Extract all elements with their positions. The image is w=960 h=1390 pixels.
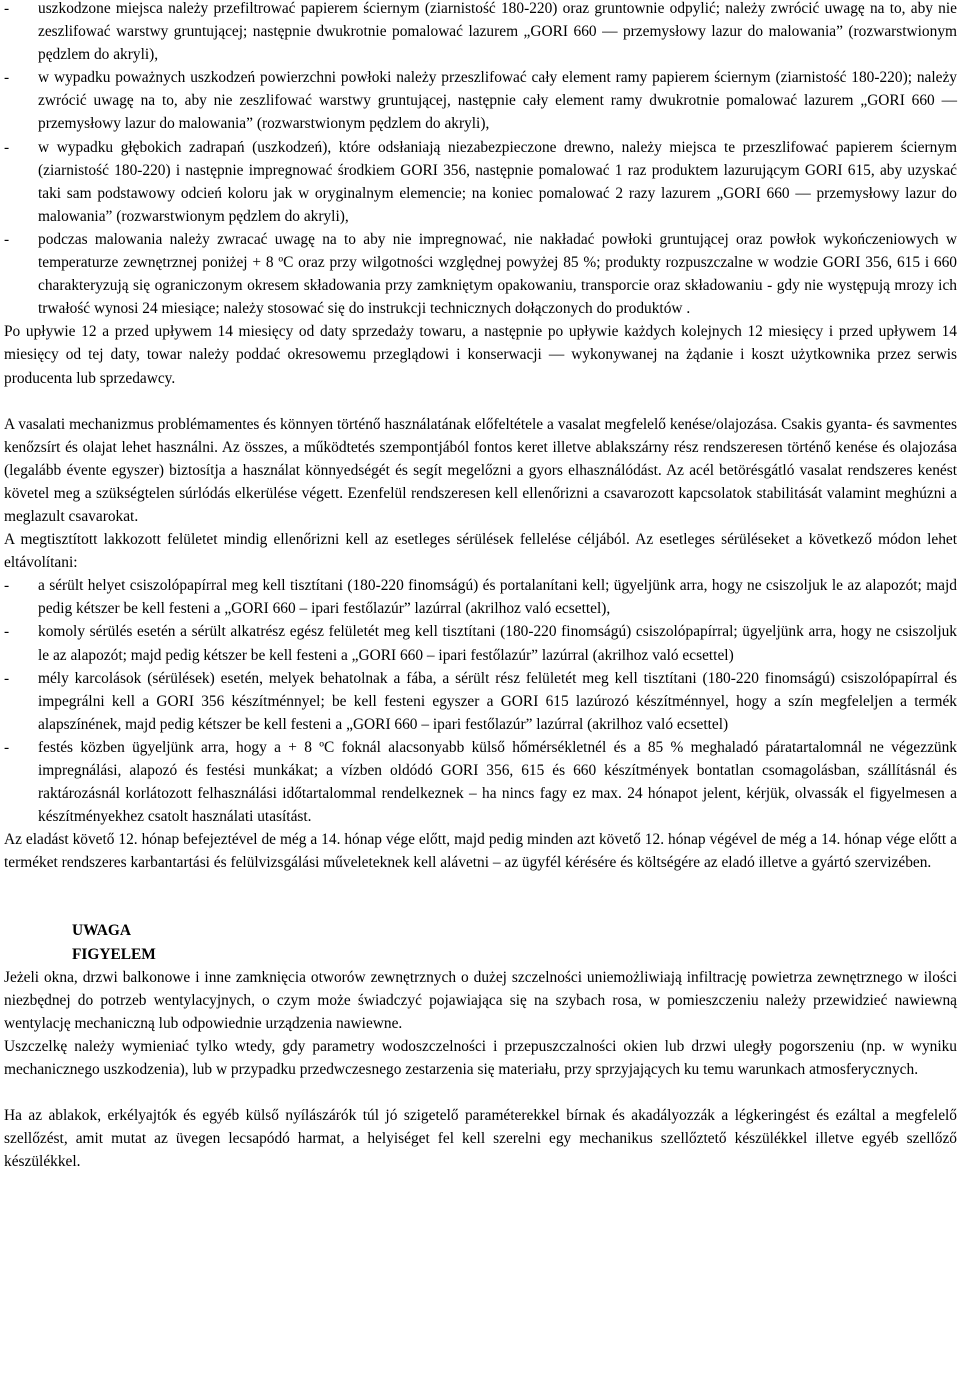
hungarian-repair-list [4,574,957,828]
list-item: - komoly sérülés esetén a sérült alkatrész egész felületét meg kell tisztítani (180-220 finomságú) csiszolópapírral; ügyeljünk arra, hogy ne csiszoljuk le az alapozót; majd pedig kétszer be kell festeni a „GORI 660 – ipari festőlazúr” lazúrral (akrilhoz való ecsettel) [4,623,957,664]
uwaga-paragraph-2: Uszczelkę należy wymieniać tylko wtedy, gdy parametry wodoszczelności i przepuszczalności okien lub drzwi uległy pogorszeniu (np. w wyniku mechanicznego uszkodzenia), lub w przypadku przedwczesnego zestarzenia się materiału, przy sprzyjających ku temu warunkach atmosferycznych. [4,1037,957,1079]
polish-repair-list [4,0,957,320]
list-item: - festés közben ügyeljünk arra, hogy a + 8 ºC foknál alacsonyabb külső hőmérsékletnél és a 85 % meghaladó páratartalomnál ne végezzünk impregnálási, alapozó és festési munkákat; a vízben oldódó GORI 356, 615 és 660 készítmények bontatlan csomagolásban, szállításnál és raktározásnál korlátozott felhasználási időtartalommal rendelkeznek – ha nincs fagy ez max. 24 hónapot jelent, kérjük, olvassák el figyelmesen a készítményekhez csatolt használati utasítást. [4,738,957,826]
hungarian-intro-paragraph-2: A megtisztított lakkozott felületet mindig ellenőrizni kell az esetleges sérülések fellelése céljából. Az esetleges sérüléseket a következő módon lehet eltávolítani: [4,531,957,572]
list-item: - mély karcolások (sérülések) esetén, melyek behatolnak a fába, a sérült rész felületét meg kell tisztítani (180-220 finomságú) csiszolópapírral és impegrálni kell a GORI 356 készítménnyel; be kell festeni egyszer a GORI 615 lazúrozó készítménnyel, hogy a szín megfeleljen a termék alapszínének, majd pedig kétszer be kell festeni a „GORI 660 – ipari festőlazúr” lazúrral (akrilhoz való ecsettel) [4,669,957,733]
heading-uwaga: UWAGA [72,922,131,940]
heading-figyelem: FIGYELEM [72,945,156,963]
hungarian-warranty-paragraph: Az eladást követő 12. hónap befejeztével de még a 14. hónap vége előtt, majd pedig minden azt követő 12. hónap végével de még a 14. hónap vége előtt a terméket rendszeres karbantartási és felülvizsgálási műveleteknek kell alávetni – az ügyfél kérésére és költségére az eladó illetve a gyártó szervizében. [4,831,957,872]
list-item: - w wypadku głębokich zadrapań (uszkodzeń), które odsłaniają niezabezpieczone drewno, należy miejsca te przeszlifować papierem ściernym (ziarnistość 180-220) i następnie impregnować środkiem GORI 356, następnie pomalować 1 raz produktem lazurującym GORI 615, aby uzyskać taki sam podstawowy odcień koloru jak w oryginalnym elemencie; na koniec pomalować 2 razy lazurem „GORI 660 — przemysłowy lazur do malowania” (rozwarstwionym pędzlem do akryli), [4,138,957,225]
polish-warranty-paragraph: Po upływie 12 a przed upływem 14 miesięcy od daty sprzedaży towaru, a następnie po upływie każdych kolejnych 12 miesięcy i przed upływem 14 miesięcy od tej daty, towar należy poddać okresowemu przeglądowi i konserwacji — wykonywanej na żądanie i koszt użytkownika przez serwis producenta lub sprzedawcy. [4,323,957,387]
list-item: - a sérült helyet csiszolópapírral meg kell tisztítani (180-220 finomságú) és portalanítani kell; ügyeljünk arra, hogy ne csiszoljuk le az alapozót; majd pedig kétszer be kell festeni a „GORI 660 – ipari festőlazúr” lazúrral (akrilhoz való ecsettel), [4,577,957,618]
hungarian-intro-paragraph: A vasalati mechanizmus problémamentes és könnyen történő használatának előfeltétele a vasalat megfelelő kenése/olajozása. Csakis gyanta- és savmentes kenőzsírt és olajat lehet használni. Az összes, a működtetés szempontjából fontos keret illetve ablakszárny rész rendszeresen történő kenése és olajozása (legalább évente egyszer) biztosítja a használat könnyedségét és segít megelőzni a gyors elhasználódást. Az acél betörésgátló vasalat rendszeres kenést követel meg a szükségtelen súrlódás elkerülése végett. Ezenfelül rendszeresen kell ellenőrizni a csavarozott kapcsolatok stabilitását valamint meghúzni a meglazult csavarokat. [4,415,957,525]
uwaga-paragraph-1: Jeżeli okna, drzwi balkonowe i inne zamknięcia otworów zewnętrznych o dużej szczelności uniemożliwiają infiltrację powietrza zewnętrznego w ilości niezbędnej do potrzeb wentylacyjnych, o czym może świadczyć pojawiająca się na szybach rosa, w pomieszczeniu należy przewidzieć nawiewną wentylację mechaniczną lub odpowiednie urządzenia nawiewne. [4,968,957,1032]
list-item: - uszkodzone miejsca należy przefiltrować papierem ściernym (ziarnistość 180-220) oraz gruntownie odpylić; należy zwrócić uwagę na to, aby nie zeszlifować warstwy gruntującej; następnie dwukrotnie pomalować lazurem „GORI 660 — przemysłowy lazur do malowania” (rozwarstwionym pędzlem do akryli), [4,0,957,64]
list-item: - w wypadku poważnych uszkodzeń powierzchni powłoki należy przeszlifować cały element ramy papierem ściernym (ziarnistość 180-220); należy zwrócić uwagę na to, aby nie zeszlifować warstwy gruntującej, następnie cały element ramy dwukrotnie pomalować lazurem „GORI 660 — przemysłowy lazur do malowania” (rozwarstwionym pędzlem do akryli), [4,69,957,133]
figyelem-paragraph-1: Ha az ablakok, erkélyajtók és egyéb külső nyílászárók túl jó szigetelő paraméterekkel bírnak és akadályozzák a légkeringést és ezáltal a megfelelő szellőzést, amit mutat az üvegen lecsapódó harmat, a helyiséget fel kell szerelni egy mechanikus szellőztető készülékkel illetve egyéb szellőző készülékkel. [4,1107,957,1171]
document-page [4,0,957,1173]
list-item: - podczas malowania należy zwracać uwagę na to aby nie impregnować, nie nakładać powłoki gruntującej oraz powłok wykończeniowych w temperaturze zewnętrznej poniżej + 8 ºC oraz przy wilgotności względnej powyżej 85 %; produkty rozpuszczalne w wodzie GORI 356, 615 i 660 charakteryzują się ograniczonym okresem składowania przy zamkniętym opakowaniu, transporcie oraz składowaniu - gdy nie występują mrozy ich trwałość wynosi 24 miesiące; należy stosować się do instrukcji technicznych dołączonych do produktów . [4,230,957,318]
